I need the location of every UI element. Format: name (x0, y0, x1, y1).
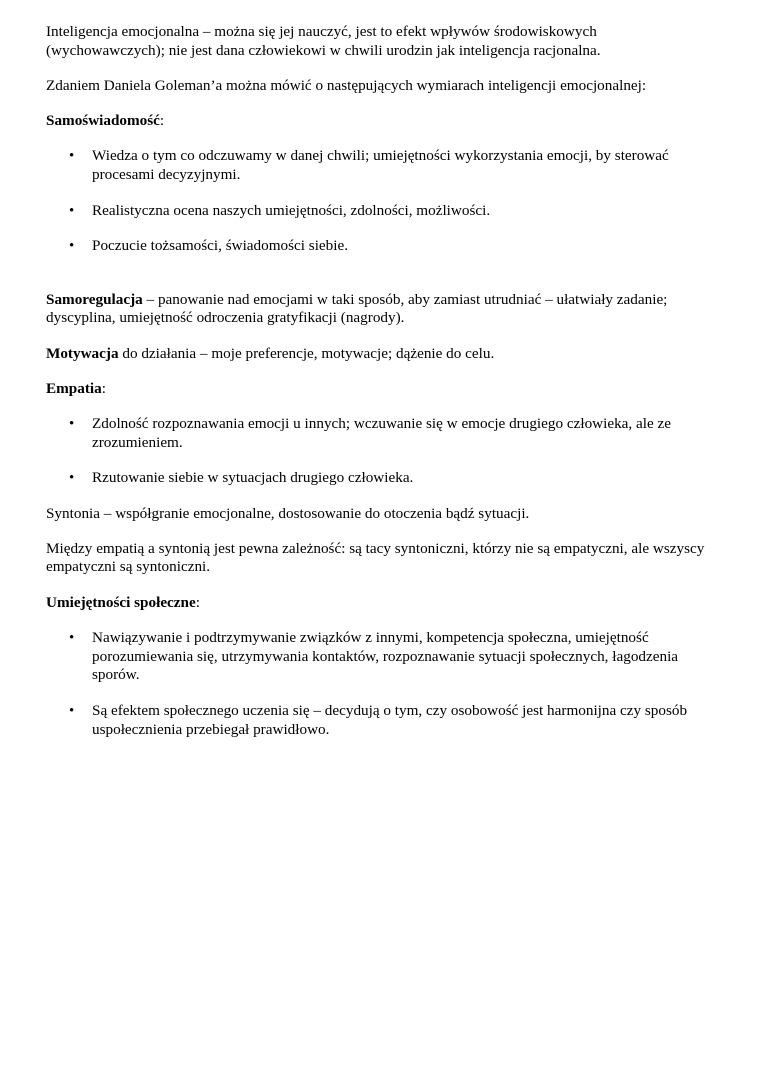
umiejetnosci-list (46, 629, 716, 740)
list-item-text: Zdolność rozpoznawania emocji u innych; wczuwanie się w emocje drugiego człowieka, ale ze zrozumieniem. (92, 414, 672, 451)
samoswiadomosc-colon: : (159, 112, 165, 130)
samoregulacja-paragraph (46, 291, 716, 328)
intro-paragraph: Inteligencja emocjonalna – można się jej nauczyć, jest to efekt wpływów środowiskowych (wychowawczych); nie jest dana człowiekowi w chwili urodzin jak inteligencja racjonalna. (46, 23, 601, 59)
empatia-colon: : (101, 379, 106, 397)
samoswiadomosc-title: Samoświadomość (46, 112, 160, 130)
list-item (46, 629, 716, 685)
document-body (46, 23, 716, 756)
goleman-paragraph: Zdaniem Daniela Goleman’a można mówić o następujących wymiarach inteligencji emocjonalnej: (46, 76, 647, 94)
samoswiadomosc-list (46, 147, 716, 256)
list-item-text: Realistyczna ocena naszych umiejętności, zdolności, możliwości. (92, 201, 491, 219)
motywacja-text: do działania – moje preferencje, motywacje; dążenie do celu. (118, 344, 495, 362)
umiejetnosci-title: Umiejętności społeczne (46, 593, 196, 611)
bullet-icon: • (69, 702, 75, 719)
samoregulacja-text: – panowanie nad emocjami w taki sposób, aby zamiast utrudniać – ułatwiały zadanie; dyscyplina, umiejętność odroczenia gratyfikacji (nagrody). (46, 290, 668, 327)
bullet-icon: • (69, 238, 75, 255)
samoregulacja-title: Samoregulacja (46, 290, 143, 308)
bullet-icon: • (69, 415, 75, 432)
list-item (46, 147, 716, 184)
list-item (46, 202, 716, 221)
list-item (46, 702, 716, 739)
list-item-text: Rzutowanie siebie w sytuacjach drugiego człowieka. (92, 469, 414, 487)
empty-line (46, 273, 716, 291)
list-item-text: Nawiązywanie i podtrzymywanie związków z innymi, kompetencja społeczna, umiejętność porozumiewania się, utrzymywania kontaktów, rozpoznawanie sytuacji społecznych, łagodzenia sporów. (92, 628, 679, 684)
list-item-text: Są efektem społecznego uczenia się – decydują o tym, czy osobowość jest harmonijna czy sposób uspołecznienia przebiegał prawidłowo. (92, 701, 688, 738)
motywacja-title: Motywacja (46, 344, 119, 362)
list-item (46, 469, 716, 488)
bullet-icon: • (69, 629, 75, 646)
relacja-paragraph: Między empatią a syntonią jest pewna zależność: są tacy syntoniczni, którzy nie są empatyczni, ale wszyscy empatyczni są syntoniczni. (46, 539, 705, 576)
bullet-icon: • (69, 202, 75, 219)
umiejetnosci-heading (46, 594, 716, 613)
samoswiadomosc-heading (46, 112, 716, 131)
umiejetnosci-colon: : (195, 593, 200, 611)
empatia-heading (46, 380, 716, 399)
syntonia-paragraph: Syntonia – współgranie emocjonalne, dostosowanie do otoczenia bądź sytuacji. (46, 504, 530, 522)
list-item (46, 237, 716, 256)
list-item-text: Poczucie tożsamości, świadomości siebie. (92, 237, 349, 255)
motywacja-paragraph (46, 345, 716, 364)
empatia-list (46, 415, 716, 488)
bullet-icon: • (69, 148, 75, 165)
list-item (46, 415, 716, 452)
empatia-title: Empatia (46, 379, 102, 397)
list-item-text: Wiedza o tym co odczuwamy w danej chwili; umiejętności wykorzystania emocji, by sterować procesami decyzyjnymi. (92, 147, 669, 184)
bullet-icon: • (69, 470, 75, 487)
